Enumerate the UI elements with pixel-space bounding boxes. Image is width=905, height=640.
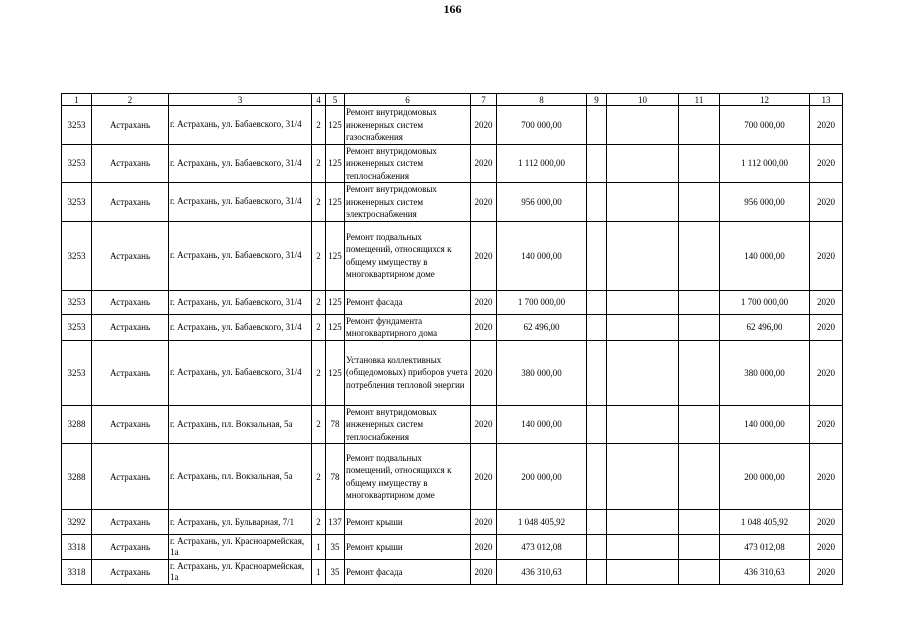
- municipality-cell: Астрахань: [92, 405, 169, 444]
- address-cell: г. Астрахань, пл. Вокзальная, 5а: [169, 444, 312, 510]
- column-header: 7: [471, 94, 497, 106]
- completion-year-cell: 2020: [810, 535, 843, 560]
- work-type-cell: Ремонт внутридомовых инженерных систем электроснабжения: [345, 183, 471, 222]
- empty-cell: [587, 560, 607, 585]
- category-cell: 2: [312, 290, 326, 314]
- category-cell: 2: [312, 444, 326, 510]
- object-id-cell: 3253: [62, 221, 92, 290]
- total-cost-cell: 200 000,00: [497, 444, 587, 510]
- table-row: [62, 340, 843, 405]
- year-cell: 2020: [471, 510, 497, 535]
- category-cell: 2: [312, 106, 326, 145]
- completion-year-cell: 2020: [810, 221, 843, 290]
- table-row: [62, 106, 843, 145]
- column-header: 11: [679, 94, 720, 106]
- municipality-cell: Астрахань: [92, 221, 169, 290]
- empty-cell: [607, 444, 679, 510]
- object-id-cell: 3318: [62, 535, 92, 560]
- total-cost-cell: 1 700 000,00: [497, 290, 587, 314]
- category-cell: 1: [312, 560, 326, 585]
- category-cell: 2: [312, 405, 326, 444]
- total-cost-cell: 62 496,00: [497, 314, 587, 340]
- work-type-cell: Ремонт внутридомовых инженерных систем газоснабжения: [345, 106, 471, 145]
- year-cell: 2020: [471, 444, 497, 510]
- object-id-cell: 3288: [62, 405, 92, 444]
- empty-cell: [587, 444, 607, 510]
- address-cell: г. Астрахань, ул. Бабаевского, 31/4: [169, 183, 312, 222]
- municipality-cell: Астрахань: [92, 444, 169, 510]
- column-header: 13: [810, 94, 843, 106]
- empty-cell: [607, 535, 679, 560]
- year-cell: 2020: [471, 144, 497, 183]
- completion-year-cell: 2020: [810, 405, 843, 444]
- total-cost-cell: 1 112 000,00: [497, 144, 587, 183]
- category-cell: 2: [312, 510, 326, 535]
- house-number-cell: 78: [326, 405, 345, 444]
- empty-cell: [587, 183, 607, 222]
- address-cell: г. Астрахань, пл. Вокзальная, 5а: [169, 405, 312, 444]
- column-header: 8: [497, 94, 587, 106]
- completion-year-cell: 2020: [810, 510, 843, 535]
- fund-cost-cell: 62 496,00: [720, 314, 810, 340]
- empty-cell: [679, 314, 720, 340]
- address-cell: г. Астрахань, ул. Бабаевского, 31/4: [169, 144, 312, 183]
- completion-year-cell: 2020: [810, 183, 843, 222]
- work-type-cell: Ремонт фасада: [345, 560, 471, 585]
- table-row: [62, 144, 843, 183]
- total-cost-cell: 956 000,00: [497, 183, 587, 222]
- fund-cost-cell: 1 048 405,92: [720, 510, 810, 535]
- object-id-cell: 3253: [62, 106, 92, 145]
- empty-cell: [679, 106, 720, 145]
- object-id-cell: 3253: [62, 290, 92, 314]
- fund-cost-cell: 473 012,08: [720, 535, 810, 560]
- empty-cell: [679, 221, 720, 290]
- total-cost-cell: 1 048 405,92: [497, 510, 587, 535]
- column-header: 9: [587, 94, 607, 106]
- municipality-cell: Астрахань: [92, 340, 169, 405]
- house-number-cell: 125: [326, 183, 345, 222]
- object-id-cell: 3288: [62, 444, 92, 510]
- empty-cell: [679, 535, 720, 560]
- object-id-cell: 3253: [62, 183, 92, 222]
- empty-cell: [587, 314, 607, 340]
- table-row: [62, 444, 843, 510]
- municipality-cell: Астрахань: [92, 183, 169, 222]
- year-cell: 2020: [471, 535, 497, 560]
- empty-cell: [607, 106, 679, 145]
- year-cell: 2020: [471, 405, 497, 444]
- house-number-cell: 35: [326, 535, 345, 560]
- empty-cell: [587, 144, 607, 183]
- empty-cell: [607, 560, 679, 585]
- house-number-cell: 125: [326, 144, 345, 183]
- work-type-cell: Ремонт подвальных помещений, относящихся к общему имуществу в многоквартирном доме: [345, 444, 471, 510]
- house-number-cell: 35: [326, 560, 345, 585]
- category-cell: 1: [312, 535, 326, 560]
- column-header: 1: [62, 94, 92, 106]
- object-id-cell: 3253: [62, 144, 92, 183]
- empty-cell: [607, 405, 679, 444]
- table-body: [62, 106, 843, 585]
- column-header: 2: [92, 94, 169, 106]
- municipality-cell: Астрахань: [92, 535, 169, 560]
- municipality-cell: Астрахань: [92, 290, 169, 314]
- fund-cost-cell: 380 000,00: [720, 340, 810, 405]
- total-cost-cell: 380 000,00: [497, 340, 587, 405]
- work-type-cell: Ремонт крыши: [345, 535, 471, 560]
- empty-cell: [607, 221, 679, 290]
- completion-year-cell: 2020: [810, 290, 843, 314]
- column-header: 12: [720, 94, 810, 106]
- work-type-cell: Ремонт фасада: [345, 290, 471, 314]
- empty-cell: [679, 290, 720, 314]
- empty-cell: [679, 183, 720, 222]
- completion-year-cell: 2020: [810, 444, 843, 510]
- object-id-cell: 3253: [62, 340, 92, 405]
- object-id-cell: 3318: [62, 560, 92, 585]
- total-cost-cell: 140 000,00: [497, 405, 587, 444]
- empty-cell: [679, 405, 720, 444]
- address-cell: г. Астрахань, ул. Красноармейская, 1а: [169, 535, 312, 560]
- work-type-cell: Ремонт крыши: [345, 510, 471, 535]
- house-number-cell: 125: [326, 314, 345, 340]
- municipality-cell: Астрахань: [92, 560, 169, 585]
- year-cell: 2020: [471, 106, 497, 145]
- address-cell: г. Астрахань, ул. Бульварная, 7/1: [169, 510, 312, 535]
- year-cell: 2020: [471, 183, 497, 222]
- year-cell: 2020: [471, 560, 497, 585]
- empty-cell: [587, 340, 607, 405]
- object-id-cell: 3253: [62, 314, 92, 340]
- address-cell: г. Астрахань, ул. Бабаевского, 31/4: [169, 290, 312, 314]
- empty-cell: [607, 290, 679, 314]
- category-cell: 2: [312, 314, 326, 340]
- address-cell: г. Астрахань, ул. Бабаевского, 31/4: [169, 314, 312, 340]
- address-cell: г. Астрахань, ул. Красноармейская, 1а: [169, 560, 312, 585]
- empty-cell: [679, 560, 720, 585]
- completion-year-cell: 2020: [810, 144, 843, 183]
- fund-cost-cell: 1 112 000,00: [720, 144, 810, 183]
- repair-program-table: [61, 93, 843, 585]
- address-cell: г. Астрахань, ул. Бабаевского, 31/4: [169, 106, 312, 145]
- house-number-cell: 137: [326, 510, 345, 535]
- house-number-cell: 125: [326, 290, 345, 314]
- municipality-cell: Астрахань: [92, 106, 169, 145]
- work-type-cell: Ремонт подвальных помещений, относящихся к общему имуществу в многоквартирном доме: [345, 221, 471, 290]
- column-header: 10: [607, 94, 679, 106]
- empty-cell: [607, 183, 679, 222]
- category-cell: 2: [312, 183, 326, 222]
- house-number-cell: 125: [326, 106, 345, 145]
- empty-cell: [679, 444, 720, 510]
- municipality-cell: Астрахань: [92, 510, 169, 535]
- table-row: [62, 290, 843, 314]
- house-number-cell: 125: [326, 221, 345, 290]
- fund-cost-cell: 140 000,00: [720, 405, 810, 444]
- total-cost-cell: 473 012,08: [497, 535, 587, 560]
- completion-year-cell: 2020: [810, 340, 843, 405]
- empty-cell: [587, 510, 607, 535]
- column-header: 6: [345, 94, 471, 106]
- empty-cell: [607, 314, 679, 340]
- fund-cost-cell: 140 000,00: [720, 221, 810, 290]
- category-cell: 2: [312, 221, 326, 290]
- completion-year-cell: 2020: [810, 560, 843, 585]
- table-row: [62, 314, 843, 340]
- fund-cost-cell: 700 000,00: [720, 106, 810, 145]
- fund-cost-cell: 200 000,00: [720, 444, 810, 510]
- table-row: [62, 405, 843, 444]
- fund-cost-cell: 436 310,63: [720, 560, 810, 585]
- municipality-cell: Астрахань: [92, 144, 169, 183]
- total-cost-cell: 700 000,00: [497, 106, 587, 145]
- empty-cell: [679, 340, 720, 405]
- municipality-cell: Астрахань: [92, 314, 169, 340]
- table-row: [62, 183, 843, 222]
- empty-cell: [587, 106, 607, 145]
- table-row: [62, 510, 843, 535]
- work-type-cell: Ремонт фундамента многоквартирного дома: [345, 314, 471, 340]
- year-cell: 2020: [471, 221, 497, 290]
- empty-cell: [587, 221, 607, 290]
- completion-year-cell: 2020: [810, 106, 843, 145]
- empty-cell: [607, 144, 679, 183]
- work-type-cell: Установка коллективных (общедомовых) приборов учета потребления тепловой энергии: [345, 340, 471, 405]
- object-id-cell: 3292: [62, 510, 92, 535]
- column-header: 5: [326, 94, 345, 106]
- year-cell: 2020: [471, 290, 497, 314]
- empty-cell: [679, 510, 720, 535]
- category-cell: 2: [312, 144, 326, 183]
- total-cost-cell: 140 000,00: [497, 221, 587, 290]
- empty-cell: [587, 535, 607, 560]
- total-cost-cell: 436 310,63: [497, 560, 587, 585]
- column-number-header-row: [62, 94, 843, 106]
- fund-cost-cell: 1 700 000,00: [720, 290, 810, 314]
- house-number-cell: 78: [326, 444, 345, 510]
- category-cell: 2: [312, 340, 326, 405]
- year-cell: 2020: [471, 314, 497, 340]
- empty-cell: [587, 290, 607, 314]
- address-cell: г. Астрахань, ул. Бабаевского, 31/4: [169, 340, 312, 405]
- table-row: [62, 221, 843, 290]
- completion-year-cell: 2020: [810, 314, 843, 340]
- column-header: 3: [169, 94, 312, 106]
- work-type-cell: Ремонт внутридомовых инженерных систем теплоснабжения: [345, 405, 471, 444]
- table-row: [62, 560, 843, 585]
- empty-cell: [607, 510, 679, 535]
- work-type-cell: Ремонт внутридомовых инженерных систем теплоснабжения: [345, 144, 471, 183]
- page-number: 166: [443, 2, 462, 16]
- empty-cell: [679, 144, 720, 183]
- empty-cell: [587, 405, 607, 444]
- empty-cell: [607, 340, 679, 405]
- house-number-cell: 125: [326, 340, 345, 405]
- column-header: 4: [312, 94, 326, 106]
- address-cell: г. Астрахань, ул. Бабаевского, 31/4: [169, 221, 312, 290]
- table-row: [62, 535, 843, 560]
- fund-cost-cell: 956 000,00: [720, 183, 810, 222]
- year-cell: 2020: [471, 340, 497, 405]
